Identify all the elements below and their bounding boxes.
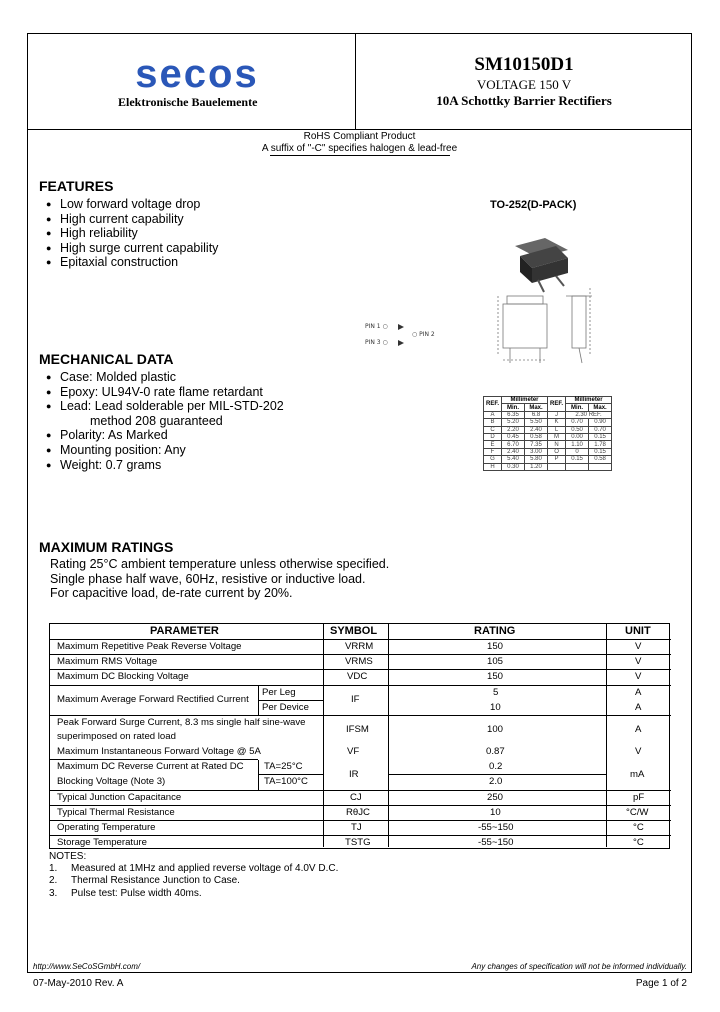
table-row: B 5.20 5.50 K 0.70 0.90 [484,419,612,426]
header-rating: RATING [474,625,516,637]
features-list [46,197,218,270]
param-ifsm-2: superimposed on rated load [57,731,176,742]
symbol-cj: CJ [350,792,362,803]
unit-vrrm: V [635,641,642,652]
rohs-compliance: RoHS Compliant Product [303,131,416,142]
package-3d-icon [515,238,568,292]
symbol-ir: IR [349,769,359,780]
ratings-intro: Rating 25°C ambient temperature unless otherwise specified. Single phase half wave, 60Hz, resistive or inductive load. For capacitive load, de-rate current by 20%. [50,557,390,600]
ratings-table [49,623,670,849]
header-unit: UNIT [625,625,651,637]
rating-if-leg: 5 [493,687,499,698]
list-item: ● Low forward voltage drop [46,197,201,211]
param-rth: Typical Thermal Resistance [57,807,175,818]
header-parameter: PARAMETER [150,625,219,637]
row-divider [50,715,671,716]
note-item: 2. Thermal Resistance Junction to Case. [49,875,240,887]
svg-text:PIN 1 ○: PIN 1 ○ [365,323,388,330]
col-divider [388,624,389,847]
list-item: ● Epitaxial construction [46,255,179,270]
unit-ifsm: A [635,724,642,735]
rating-vrms: 105 [487,656,504,667]
if-per-device: Per Device [262,702,309,713]
list-item: ● High reliability [46,226,138,241]
rating-cj: 250 [487,792,504,803]
note-item: 3. Pulse test: Pulse width 40ms. [49,887,202,899]
rating-ir-100: 2.0 [489,776,503,787]
row-divider [50,669,671,670]
unit-cj: pF [633,792,645,803]
unit-tj: °C [633,822,644,833]
ir-cond-25: TA=25°C [264,761,303,772]
rating-tj: -55~150 [478,822,514,833]
row-divider [50,759,258,760]
param-ifsm-1: Peak Forward Surge Current, 8.3 ms single half sine-wave [57,717,306,728]
col-divider [258,760,259,790]
row-divider [50,835,671,836]
symbol-vrms: VRMS [345,656,373,667]
rating-tstg: -55~150 [478,837,514,848]
list-item: ● Weight: 0.7 grams [46,457,162,472]
footer-divider [27,972,692,973]
unit-vrms: V [635,656,642,667]
logo-text: secos [135,56,259,96]
rating-vdc: 150 [487,671,504,682]
table-row: C 2.20 2.40 L 0.50 0.70 [484,426,612,433]
symbol-vf: VF [347,746,360,757]
param-tj: Operating Temperature [57,822,156,833]
rating-rth: 10 [490,807,501,818]
table-row: F 2.40 3.00 O 0 0.15 [484,448,612,455]
svg-text:PIN 3 ○: PIN 3 ○ [365,339,388,346]
unit-if-device: A [635,702,642,713]
list-item: ● Polarity: As Marked [46,428,168,443]
notes [49,851,338,900]
dimensions-table [483,396,612,471]
rating-if-device: 10 [490,702,501,713]
row-divider [50,790,671,791]
company-name: Elektronische Bauelemente [118,95,258,109]
notes-title: NOTES: [49,851,87,862]
features-title: FEATURES [39,178,114,194]
note-item: 1. Measured at 1MHz and applied reverse voltage of 4.0V D.C. [49,863,339,875]
param-if: Maximum Average Forward Rectified Current [57,694,249,705]
part-number: SM10150D1 [474,54,574,75]
row-divider [50,805,671,806]
package-title: TO-252(D-PACK) [490,199,577,211]
row-divider [50,820,671,821]
row-divider [50,654,671,655]
table-row: E 6.70 7.35 N 1.10 1.78 [484,441,612,448]
mechanical-list [46,370,284,472]
col-divider [258,686,259,716]
if-per-leg: Per Leg [262,687,296,698]
param-vdc: Maximum DC Blocking Voltage [57,671,189,682]
rating-ir-25: 0.2 [489,761,503,772]
param-vf: Maximum Instantaneous Forward Voltage @ 5A [57,746,261,757]
package-drawing [360,228,650,368]
symbol-tstg: TSTG [345,837,371,848]
voltage-rating: VOLTAGE 150 V [476,77,572,92]
package-outline-top [498,296,547,363]
company-logo [112,56,282,96]
row-divider [258,700,323,701]
col-divider [606,624,607,847]
list-item: ● Lead: Lead solderable per MIL-STD-202 [46,399,284,414]
table-row: G 5.40 5.80 P 0.15 0.58 [484,456,612,463]
list-item: ● High surge current capability [46,240,219,255]
param-ir-2: Blocking Voltage (Note 3) [57,776,166,787]
list-item: ● Epoxy: UL94V-0 rate flame retardant [46,384,263,399]
compliance-underline [270,155,450,156]
unit-vf: V [635,746,642,757]
product-description: 10A Schottky Barrier Rectifiers [436,93,612,108]
pinout-icon [365,323,435,346]
param-cj: Typical Junction Capacitance [57,792,182,803]
symbol-rth: RθJC [346,807,370,818]
unit-vdc: V [635,671,642,682]
col-divider [323,624,324,847]
package-outline-side [566,288,592,363]
unit-if-leg: A [635,687,642,698]
symbol-if: IF [351,694,360,705]
row-divider [388,774,606,775]
symbol-vrrm: VRRM [345,641,374,652]
ratings-title: MAXIMUM RATINGS [39,539,174,555]
header-symbol: SYMBOL [330,625,378,637]
footer-disclaimer: Any changes of specification will not be informed individually. [471,962,687,971]
list-item: ● High current capability [46,211,184,226]
list-item: ● Mounting position: Any [46,442,186,457]
table-row: REF. Millimeter REF. Millimeter [484,397,612,404]
table-row: Min. Max. Min. Max. [484,404,612,411]
rating-vf: 0.87 [486,746,505,757]
table-row: A 6.35 6.8 J 2.30 REF. [484,411,612,418]
param-vrrm: Maximum Repetitive Peak Reverse Voltage [57,641,242,652]
param-vrms: Maximum RMS Voltage [57,656,158,667]
svg-text:○ PIN 2: ○ PIN 2 [412,331,435,338]
unit-ir: mA [630,769,645,780]
footer-page: Page 1 of 2 [635,978,687,989]
row-divider [50,639,671,640]
list-item: ● Case: Molded plastic [46,370,177,384]
param-ir-1: Maximum DC Reverse Current at Rated DC [57,761,244,772]
ir-cond-100: TA=100°C [264,776,308,787]
rating-vrrm: 150 [487,641,504,652]
table-row: H 0.30 1.20 [484,463,612,470]
mechanical-title: MECHANICAL DATA [39,351,174,367]
param-tstg: Storage Temperature [57,837,147,848]
header-divider [27,129,692,130]
row-divider [258,774,323,775]
halogen-free-note: A suffix of "-C" specifies halogen & lead-free [261,143,458,154]
symbol-tj: TJ [351,822,362,833]
rating-ifsm: 100 [487,724,504,735]
footer-url[interactable]: http://www.SeCoSGmbH.com/ [33,962,141,971]
unit-tstg: °C [633,837,644,848]
row-divider [50,685,671,686]
symbol-ifsm: IFSM [346,724,369,735]
footer-date-rev: 07-May-2010 Rev. A [33,978,124,989]
table-row: D 0.45 0.58 M 0.00 0.15 [484,433,612,440]
unit-rth: °C/W [626,807,649,818]
symbol-vdc: VDC [347,671,368,682]
list-item: method 208 guaranteed [90,413,223,428]
